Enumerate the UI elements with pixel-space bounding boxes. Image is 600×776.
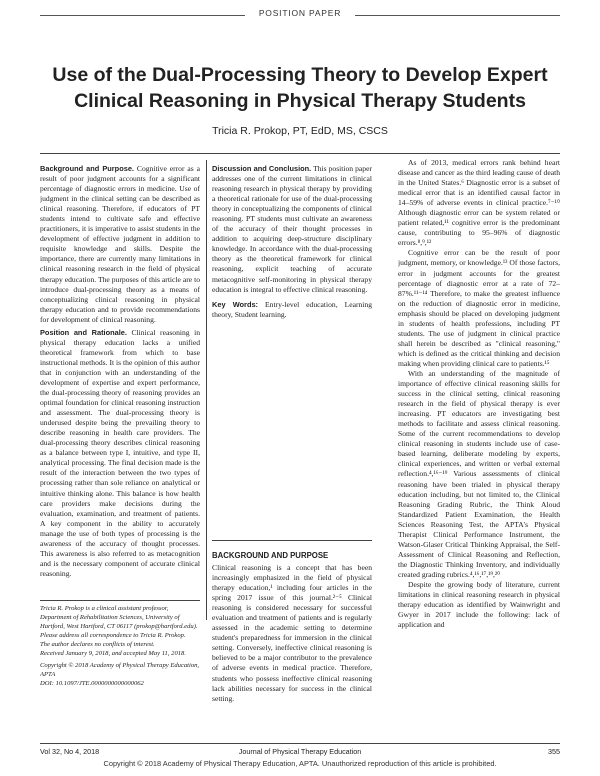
footer-page-number: 355 [548,747,560,756]
title-line-1: Use of the Dual-Processing Theory to Develop Expert [52,64,548,86]
footer-journal: Journal of Physical Therapy Education [238,747,362,756]
author-note-rule [40,600,200,601]
body-paragraph-3: Cognitive error can be the result of poor judgment, memory, or knowledge.¹³ Of those factors, error in judgment accounts for the greatest percentage of diagnostic error at a rate of 72–87%.¹¹⁻¹⁴ Therefore, to make the greatest influence on the reduction of diagnostic error in medicine, emphasis should be placed on developing judgment in students of health professions, including PT students. The use of judgment in clinical practice shall herein be described as "clinical reasoning," which is defined as the critical thinking and decision making when providing clinical care to patients.¹⁵ [398,248,560,368]
position-text: Clinical reasoning in physical therapy education lacks a unified theoretical framework from which to base instructional methods. It is the opinion of this author that in conjunction with an understanding of the development of expertise and expert performance, the dual-processing theory of reasoning provides an optimal foundation for clinical reasoning instruction and assessment. The dual-processing theory is underused despite being the prevailing theory to describe reasoning in health care providers. The dual-processing theory describes clinical reasoning as a balance between type I, intuitive, and type II, analytical processing. The final decision made is the result of the interaction between the two types of processing rather than sole reliance on analytical or intuitive thinking alone. This balance is how health care providers make decisions during the evaluation, examination, and treatment of patients. A key component in the ability to accurately manage the use of both types of processing is the awareness of the accuracy of thought processes. This awareness is also referred to as metacognition and is the necessary component of accurate clinical reasoning. [40,327,200,578]
doi: DOI: 10.1097/JTE.0000000000000062 [40,680,144,687]
footer-rule [40,743,560,744]
abstract-discussion [212,164,372,295]
keywords-text: Entry-level education, Learning theory, Student learning. [212,299,372,319]
body-paragraph-5: Despite the growing body of literature, current limitations in clinical reasoning research in physical therapy education as identified by Wainwright and Gwyer in 2017 include the following: lack of application and [398,579,560,630]
body-column-2 [212,563,372,739]
abstract-position [40,328,200,579]
keywords-heading: Key Words: [212,299,259,309]
footer-volume: Vol 32, No 4, 2018 [40,747,100,756]
section-heading: BACKGROUND AND PURPOSE [212,551,329,560]
header-rule-right [355,15,560,16]
abstract-keywords [212,300,372,320]
abstract-end-rule [212,540,372,541]
abstract-background [40,164,200,325]
body-paragraph-4: With an understanding of the magnitude of importance of effective clinical reasoning skills for success in the clinical setting, clinical reasoning research in the field of physical therapy is ever increasing. PT educators are investigating best methods to facilitate and assess clinical reasoning. Some of the current recommendations to develop clinical reasoning in students include use of case-based learning, deliberate modeling by experts, clinical experiences, and written or verbal external reflection.⁴,¹⁶⁻¹⁹ Various assessments of clinical reasoning have been trialed in physical therapy education including, but not limited to, the Clinical Reasoning Grading Rubric, the Think Aloud Standardized Patient Examination, the Health Sciences Reasoning Test, the APTA's Physical Therapist Clinical Performance Instrument, the Watson-Glaser Critical Thinking Appraisal, the Self-Assessment of Clinical Reasoning and Reflection, the Diagnostic Thinking Inventory, and individually created grading rubrics.⁴,¹⁶,¹⁷,¹⁹,²⁰ [398,368,560,579]
body-paragraph-2: As of 2013, medical errors rank behind heart disease and cancer as the third leading cause of death in the United States.⁶ Diagnostic error is a subset of medical error that is an identified causal factor in 14–59% of adverse events in clinical practice.⁷⁻¹⁰ Although diagnostic error can be system related or patient related,¹¹ cognitive error is the predominant cause, contributing to 95–96% of diagnostic errors.⁸,⁹,¹² [398,158,560,248]
top-rule [40,153,560,154]
abstract-divider [206,160,207,620]
body-column-3 [398,158,560,741]
abstract-column-2 [212,164,372,544]
abstract-column-1 [40,164,200,614]
discussion-text: This position paper addresses one of the current limitations in clinical reasoning research in physical therapy by providing a theoretical rationale for use of the dual-processing theory in conceptualizing the components of clinical reasoning. PT students must cultivate an awareness of the accuracy of their thought processes in addition to acquiring deep-structure disciplinary knowledge. In accordance with the dual-processing theory as the theoretical framework for clinical reasoning, explicit teaching of accurate metacognitive self-monitoring in physical therapy education is integral to effective clinical reasoning. [212,164,372,294]
title-line-2: Clinical Reasoning in Physical Therapy Students [74,90,526,112]
author-note [40,604,200,740]
body-paragraph-1: Clinical reasoning is a concept that has been increasingly emphasized in the field of physical therapy education,¹ including four articles in the spring 2017 issue of this journal.²⁻⁵ Clinical reasoning is considered necessary for successful evaluation and treatment of patients and is regularly assessed in the academic setting to determine student's preparedness for immersion in the clinical setting. Conversely, ineffective clinical reasoning is believed to be a major contributor to the prevalence of adverse events in medical practice. Therefore, students who possess ineffective clinical reasoning lack abilities necessary for success in the clinical setting. [212,563,372,703]
article-title [40,62,560,114]
section-label: POSITION PAPER [258,8,342,18]
background-text: Cognitive error as a result of poor judgment accounts for a significant percentage of diagnostic errors in medicine. Use of judgment in the clinical setting can be described as clinical reasoning. Therefore, if educators of PT students intend to cultivate safe and effective practitioners, it is imperative to assist students in the development of effective judgment in addition to requisite knowledge and skills. Despite the importance, there are currently many limitations in clinical reasoning research in the field of physical therapy education. The purposes of this article are to introduce dual-processing theory as a means of conceptualizing clinical reasoning in physical therapy education and to provide recommendations for development of clinical reasoning. [40,164,200,324]
position-heading: Position and Rationale. [40,327,127,337]
received-dates: Received January 9, 2018, and accepted May 11, 2018. [40,650,186,657]
conflict-statement: The author declares no conflicts of interest. [40,641,155,648]
discussion-heading: Discussion and Conclusion. [212,164,312,173]
author-affiliation: Tricia R. Prokop is a clinical assistant professor, Department of Rehabilitation Sciences, University of Hartford, West Hartford, CT 06117 (prokop@hartford.edu). Please address all correspondence to Tricia R. Prokop. [40,605,198,639]
author-byline: Tricia R. Prokop, PT, EdD, MS, CSCS [212,125,388,137]
note-copyright: Copyright © 2018 Academy of Physical Therapy Education, APTA [40,662,200,678]
background-heading: Background and Purpose. [40,164,134,173]
copyright-notice: Copyright © 2018 Academy of Physical Therapy Education, APTA. Unauthorized reproduction of this article is prohibited. [103,759,497,768]
